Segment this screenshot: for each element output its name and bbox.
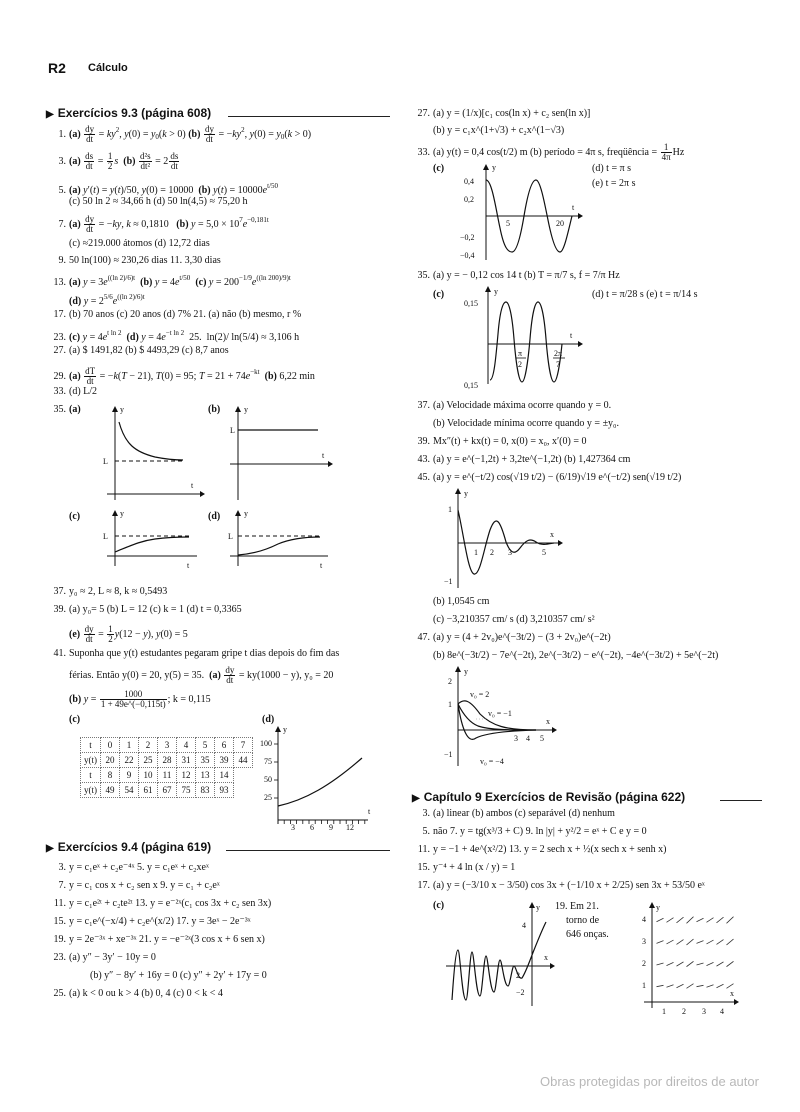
answer-33: 33. (d) L/2 <box>53 386 98 397</box>
graph-ch9-17c <box>440 900 558 1010</box>
svg-text:y: y <box>656 903 660 912</box>
slope-segment <box>677 984 684 988</box>
table-cell: 10 <box>139 768 158 783</box>
graph-35c <box>95 508 205 570</box>
answer-r35-c-label: (c) <box>433 289 445 300</box>
svg-text:0,4: 0,4 <box>464 177 474 186</box>
table-cell: t <box>81 768 101 783</box>
svg-text:1: 1 <box>474 548 478 557</box>
answer-r33-e: (e) t = 2π s <box>592 178 636 189</box>
svg-text:7: 7 <box>556 360 560 369</box>
slope-segment <box>727 984 734 989</box>
svg-text:4: 4 <box>720 1007 724 1016</box>
answer-9-4-line: 3. y = c₁eˣ + c₂e⁻⁴ˣ 5. y = c₁eˣ + c₂xeˣ <box>58 862 209 873</box>
svg-text:0,15: 0,15 <box>464 299 478 308</box>
table-cell: 12 <box>177 768 196 783</box>
answer-9-4-line: 25. (a) k < 0 ou k > 4 (b) 0, 4 (c) 0 < k < 4 <box>53 988 223 999</box>
slope-segment <box>687 961 694 966</box>
answer-ch9-line: 11. y = −1 + 4e^(x²/2) 13. y = 2 sech x + ½(x sech x + senh x) <box>417 844 667 855</box>
table-cell: 5 <box>196 738 215 753</box>
answer-r45: 45. (a) y = e^(−t/2) cos(√19 t/2) − (6/19)√19 e^(−t/2) sen(√19 t/2) <box>417 472 682 483</box>
answer-r45-b: (b) 1,0545 cm <box>433 596 490 607</box>
slope-segment <box>657 963 664 965</box>
graph-41d <box>250 724 380 836</box>
section-title-ch9: ▶ Capítulo 9 Exercícios de Revisão (página 622) <box>412 790 686 804</box>
answer-ch9-17c-label: (c) <box>433 900 445 911</box>
section-title-9-3: ▶ Exercícios 9.3 (página 608) <box>46 106 212 120</box>
answer-41-a: 41. Suponha que y(t) estudantes pegaram gripe t dias depois do fim das <box>53 648 340 659</box>
svg-text:y: y <box>464 667 468 676</box>
answer-9: 9. 50 ln(100) ≈ 230,26 dias 11. 3,30 dias <box>58 255 221 266</box>
table-cell: 67 <box>158 783 177 798</box>
svg-text:−1: −1 <box>444 750 453 759</box>
table-row <box>81 768 253 783</box>
graph-r45 <box>440 486 570 592</box>
answer-35c-label: (c) <box>69 511 81 522</box>
answer-41-c: (b) y = $\frac{1000}{1 + 49e\^{}(-0,115t)}$ ; k = 0,115 <box>69 689 211 709</box>
table-cell: 25 <box>139 753 158 768</box>
svg-text:2: 2 <box>642 959 646 968</box>
slope-segment <box>697 963 704 965</box>
answer-r35-de: (d) t = π/28 s (e) t = π/14 s <box>592 289 698 300</box>
slope-segment <box>687 984 694 989</box>
answer-r33-d: (d) t = π s <box>592 163 632 174</box>
table-cell: 1 <box>120 738 139 753</box>
answer-7: 7. (a) $\frac{dy}{dt}$ = −ky, k ≈ 0,1810 (b) $y = 5,0 \times 10^7e^{-0,181t}$ <box>58 214 269 235</box>
answer-41-b: férias. Então y(0) = 20, y(5) = 35. (a) $\frac{dy}{dt}$ = ky(1000 − y), y₀ = 20 <box>69 665 334 685</box>
svg-text:−0,2: −0,2 <box>460 233 475 242</box>
svg-text:4: 4 <box>642 915 646 924</box>
svg-text:y: y <box>244 405 248 414</box>
svg-text:9: 9 <box>329 823 333 832</box>
answer-37: 37. y₀ ≈ 2, L ≈ 8, k ≈ 0,5493 <box>53 586 168 597</box>
answer-9-4-line: 15. y = c₁e^(−x/4) + c₂e^(x/2) 17. y = 3eˣ − 2e⁻³ˣ <box>53 916 251 927</box>
slope-segment <box>667 918 674 923</box>
answer-9-4-line: 19. y = 2e⁻³ˣ + xe⁻³ˣ 21. y = −e⁻²ˣ(3 cos x + 6 sen x) <box>53 934 265 945</box>
table-cell: 31 <box>177 753 196 768</box>
slope-segment <box>687 917 694 924</box>
table-cell: 49 <box>101 783 120 798</box>
svg-text:L: L <box>228 532 233 541</box>
svg-text:25: 25 <box>264 793 272 802</box>
graph-r35c <box>448 284 588 394</box>
table-cell: 35 <box>196 753 215 768</box>
table-row <box>81 753 253 768</box>
svg-text:2π: 2π <box>554 349 563 358</box>
svg-text:0,15: 0,15 <box>464 381 478 390</box>
slope-segment <box>657 918 664 922</box>
slope-segment <box>667 940 674 944</box>
svg-text:π: π <box>518 349 523 358</box>
svg-text:y: y <box>464 489 468 498</box>
slope-segment <box>717 962 724 966</box>
svg-text:L: L <box>103 532 108 541</box>
svg-text:2: 2 <box>490 548 494 557</box>
answer-r37-b: (b) Velocidade mínima ocorre quando y = ±y₀. <box>433 418 620 429</box>
svg-text:12: 12 <box>346 823 354 832</box>
answer-41-d-label: (d) <box>262 714 275 725</box>
answer-r37: 37. (a) Velocidade máxima ocorre quando y = 0. <box>417 400 612 411</box>
table-cell: 54 <box>120 783 139 798</box>
svg-text:y: y <box>494 287 498 296</box>
svg-text:3: 3 <box>514 734 518 743</box>
svg-text:2: 2 <box>448 677 452 686</box>
answer-13-d: (d) $y = 2^{5/6}e^{((ln 2)/6)t}$ <box>69 293 145 307</box>
answer-17: 17. (b) 70 anos (c) 20 anos (d) 7% 21. (a) não (b) mesmo, r % <box>53 309 302 320</box>
slope-segment <box>657 985 664 986</box>
table-41c <box>80 737 253 798</box>
table-cell: 0 <box>101 738 120 753</box>
slope-segment <box>707 940 714 944</box>
table-cell: 6 <box>215 738 234 753</box>
svg-text:v₀ = 2: v₀ = 2 <box>470 690 490 699</box>
svg-text:x: x <box>546 717 550 726</box>
table-cell: 20 <box>101 753 120 768</box>
answer-ch9-19-c: 646 onças. <box>566 929 609 940</box>
table-cell: 13 <box>196 768 215 783</box>
svg-text:v₀ = −1: v₀ = −1 <box>488 709 512 718</box>
table-cell: 4 <box>177 738 196 753</box>
svg-text:4: 4 <box>526 734 530 743</box>
svg-text:3: 3 <box>642 937 646 946</box>
answer-r47: 47. (a) y = (4 + 2v₀)e^(−3t/2) − (3 + 2v₀)e^(−2t) <box>417 632 611 643</box>
table-cell: 22 <box>120 753 139 768</box>
answer-9-4-line: (b) y″ − 8y′ + 16y = 0 (c) y″ + 2y′ + 17y = 0 <box>90 970 267 981</box>
table-cell: y(t) <box>81 783 101 798</box>
svg-text:L: L <box>230 426 235 435</box>
table-cell: 75 <box>177 783 196 798</box>
svg-text:1: 1 <box>662 1007 666 1016</box>
svg-text:y: y <box>244 509 248 518</box>
answer-35: 35. (a) <box>53 404 81 415</box>
svg-text:x: x <box>544 953 548 962</box>
table-row <box>81 738 253 753</box>
slope-segment <box>707 985 714 987</box>
answer-ch9-line: 3. (a) linear (b) ambos (c) separável (d) nenhum <box>422 808 615 819</box>
answer-r39: 39. Mx″(t) + kx(t) = 0, x(0) = x₀, x′(0) = 0 <box>417 436 587 447</box>
svg-text:3: 3 <box>702 1007 706 1016</box>
graph-35d <box>228 508 338 570</box>
answer-r33-c-label: (c) <box>433 163 445 174</box>
answer-7-cd: (c) ≈219.000 átomos (d) 12,72 dias <box>69 238 210 249</box>
answer-27: 27. (a) $ 1491,82 (b) $ 4493,29 (c) 8,7 anos <box>53 345 229 356</box>
slope-segment <box>697 941 704 944</box>
table-cell: 7 <box>234 738 253 753</box>
answer-r27: 27. (a) y = (1/x)[c₁ cos(ln x) + c₂ sen(ln x)] <box>417 108 591 119</box>
svg-text:5: 5 <box>506 219 510 228</box>
svg-text:20: 20 <box>556 219 564 228</box>
svg-text:1: 1 <box>448 505 452 514</box>
answer-ch9-line: 17. (a) y = (−3/10 x − 3/50) cos 3x + (−1/10 x + 2/25) sen 3x + 53/50 eˣ <box>417 880 705 891</box>
answer-9-4-line: 11. y = c₁e²ᵗ + c₂te²ᵗ 13. y = e⁻²ˣ(c₁ cos 3x + c₂ sen 3x) <box>53 898 272 909</box>
table-cell: 61 <box>139 783 158 798</box>
svg-text:3: 3 <box>291 823 295 832</box>
graph-33c <box>448 160 588 264</box>
answer-13: 13. (a) $y = 3e^{((ln 2)/6)t}$ (b) $y = 4e^{t/50}$ (c) $y = 200^{-1/9}e^{((ln 200)/9)t}$ <box>53 274 291 288</box>
answer-ch9-line: 5. não 7. y = tg(x³/3 + C) 9. ln |y| + y²/2 = eˣ + C e y = 0 <box>422 826 647 837</box>
answer-9-4-line: 23. (a) y″ − 3y′ − 10y = 0 <box>53 952 156 963</box>
slope-segment <box>727 939 734 945</box>
table-cell: 8 <box>101 768 120 783</box>
slope-segment <box>667 985 674 987</box>
slope-segment <box>677 962 684 966</box>
table-cell: 83 <box>196 783 215 798</box>
slope-segment <box>667 962 674 965</box>
table-cell: 14 <box>215 768 234 783</box>
svg-text:1: 1 <box>642 981 646 990</box>
slope-segment <box>657 941 664 944</box>
answer-9-4-line: 7. y = c₁ cos x + c₂ sen x 9. y = c₁ + c₂eˣ <box>58 880 220 891</box>
svg-text:y: y <box>120 405 124 414</box>
svg-text:y: y <box>283 725 287 734</box>
slope-segment <box>727 917 734 924</box>
answer-35b-label: (b) <box>208 404 221 415</box>
answer-ch9-19: 19. Em 21. <box>555 901 599 912</box>
svg-text:v₀ = −4: v₀ = −4 <box>480 757 504 766</box>
table-cell: y(t) <box>81 753 101 768</box>
section-rule <box>226 850 390 851</box>
table-cell: 28 <box>158 753 177 768</box>
answer-r33: 33. (a) y(t) = 0,4 cos(t/2) m (b) período = 4π s, freqüência = $\frac{1}{4\pi}$ Hz <box>417 142 685 162</box>
answer-r47-b: (b) 8e^(−3t/2) − 7e^(−2t), 2e^(−3t/2) − e^(−2t), −4e^(−3t/2) + 5e^(−2t) <box>433 650 719 661</box>
svg-text:0,2: 0,2 <box>464 195 474 204</box>
slope-segment <box>727 961 734 966</box>
slope-segment <box>707 962 714 965</box>
table-cell: 93 <box>215 783 234 798</box>
table-cell: 3 <box>158 738 177 753</box>
svg-text:y: y <box>536 903 540 912</box>
svg-text:5: 5 <box>542 548 546 557</box>
slope-segment <box>717 984 724 988</box>
page-number: R2 <box>48 60 66 76</box>
answer-1: 1. (a) $\frac{dy}{dt}$ = $ky^2$, $y(0) = y_0(k > 0)$ (b) $\frac{dy}{dt}$ = $-ky^2$, $y(0) = y_0(k > 0)$ <box>58 124 312 145</box>
svg-text:6: 6 <box>310 823 314 832</box>
svg-text:−0,4: −0,4 <box>460 251 475 260</box>
svg-text:t: t <box>320 561 323 570</box>
svg-text:−2: −2 <box>516 988 525 997</box>
answer-5-cd: (c) 50 ln 2 ≈ 34,66 h (d) 50 ln(4,5) ≈ 75,20 h <box>69 196 248 207</box>
section-rule <box>720 800 762 801</box>
svg-text:2: 2 <box>518 360 522 369</box>
table-cell: 2 <box>139 738 158 753</box>
svg-text:−1: −1 <box>444 577 453 586</box>
answer-r43: 43. (a) y = e^(−1,2t) + 3,2te^(−1,2t) (b) 1,427364 cm <box>417 454 631 465</box>
svg-text:L: L <box>103 457 108 466</box>
answer-ch9-line: 15. y⁻⁴ + 4 ln (x / y) = 1 <box>417 862 516 873</box>
slope-segment <box>717 940 724 945</box>
answer-39-e: (e) $\frac{dy}{dt}$ = $\frac{1}{2}$ y(12 − y), y(0) = 5 <box>69 624 188 644</box>
answer-ch9-19-b: torno de <box>566 915 600 926</box>
graph-35a <box>95 404 205 504</box>
copyright-watermark: Obras protegidas por direitos de autor <box>540 1074 759 1089</box>
answer-35d-label: (d) <box>208 511 221 522</box>
table-cell: 44 <box>234 753 253 768</box>
answer-39: 39. (a) y₀= 5 (b) L = 12 (c) k = 1 (d) t = 0,3365 <box>53 604 242 615</box>
slope-segment <box>717 917 724 923</box>
answer-23: 23. (c) $y = 4e^{t ln 2}$ (d) $y = 4e^{-t ln 2}$ 25. ln(2)/ ln(5/4) ≈ 3,106 h <box>53 329 300 343</box>
running-title: Cálculo <box>88 62 128 74</box>
svg-text:5: 5 <box>540 734 544 743</box>
svg-text:t: t <box>368 807 371 816</box>
answer-r27-b: (b) y = c₁x^(1+√3) + c₂x^(1−√3) <box>433 125 565 136</box>
svg-text:t: t <box>191 481 194 490</box>
svg-text:75: 75 <box>264 757 272 766</box>
answer-r35: 35. (a) y = − 0,12 cos 14 t (b) T = π/7 s, f = 7/π Hz <box>417 270 620 281</box>
svg-text:1: 1 <box>448 700 452 709</box>
graph-r47 <box>440 664 570 770</box>
table-cell: 11 <box>158 768 177 783</box>
slope-segment <box>697 918 704 922</box>
svg-text:2: 2 <box>682 1007 686 1016</box>
section-title-9-4: ▶ Exercícios 9.4 (página 619) <box>46 840 212 854</box>
svg-text:y: y <box>492 163 496 172</box>
table-cell: 9 <box>120 768 139 783</box>
slope-segment <box>677 917 684 923</box>
section-rule <box>228 116 390 117</box>
svg-text:x: x <box>550 530 554 539</box>
answer-3: 3. (a) $\frac{ds}{dt}$ = $\frac{1}{2}$ s (b) $\frac{\text{d²s}}{\text{dt²}}$ = 2 $\frac{ds}{dt}$ <box>58 151 179 171</box>
slope-segment <box>697 985 704 986</box>
svg-text:100: 100 <box>260 739 272 748</box>
table-cell: 39 <box>215 753 234 768</box>
svg-text:x: x <box>730 989 734 998</box>
answer-r45-cd: (c) −3,210357 cm/ s (d) 3,210357 cm/ s² <box>433 614 595 625</box>
svg-text:t: t <box>570 331 573 340</box>
svg-text:t: t <box>322 451 325 460</box>
graph-ch9-21 <box>622 900 742 1018</box>
slope-segment <box>707 918 714 923</box>
svg-text:50: 50 <box>264 775 272 784</box>
table-cell: t <box>81 738 101 753</box>
svg-text:2: 2 <box>516 971 520 980</box>
graph-35b <box>228 404 338 504</box>
svg-text:t: t <box>187 561 190 570</box>
answer-29: 29. (a) $\frac{dT}{dt}$ = −k(T − 21), T(0) = 95; $T = 21 + 74e^{-kt}$ (b) 6,22 min <box>53 366 315 387</box>
slope-segment <box>687 939 694 945</box>
svg-text:3: 3 <box>508 548 512 557</box>
svg-text:y: y <box>120 509 124 518</box>
svg-text:4: 4 <box>522 921 526 930</box>
slope-segment <box>677 940 684 945</box>
table-row <box>81 783 253 798</box>
answer-5: 5. (a) y′(t) = y(t)/50, y(0) = 10000 (b) $y(t) = 10000e^{t/50}$ <box>58 182 279 196</box>
svg-text:t: t <box>572 203 575 212</box>
answer-41-c-label: (c) <box>69 714 81 725</box>
